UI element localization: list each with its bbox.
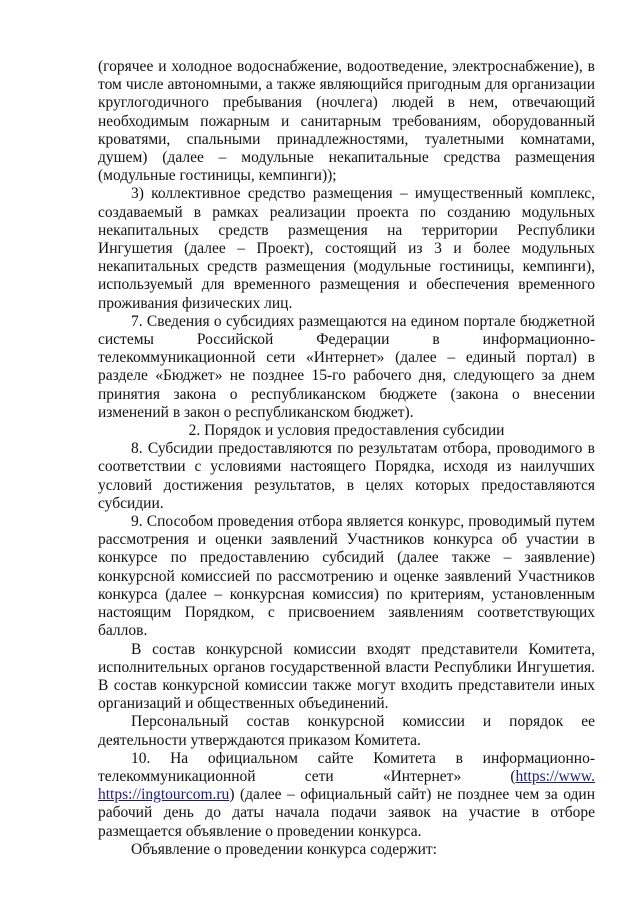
paragraph-9: 9. Способом проведения отбора является конкурс, проводимый путем рассмотрения и оценки заявлений Участников конкурса об участии в конкурсе по предоставлению субсидий (далее также – заявление) конкурсной комиссией по рассмотрению и оценке заявлений Участников конкурса (далее – конкурсная комиссия) по критериям, установленным настоящим Порядком, с присвоением заявлениям соответствующих баллов. <box>98 513 595 640</box>
paragraph-10-text-start: 10. На официальном сайте Комитета в информационно-телекоммуникационной сети «Интернет» ( <box>98 749 595 785</box>
paragraph-7: 7. Сведения о субсидиях размещаются на едином портале бюджетной системы Российской Федерации в информационно-телекоммуникационной сети «Интернет» (далее – единый портал) в разделе «Бюджет» не позднее 15-го рабочего дня, следующего за днем принятия закона о республиканском бюджете (закона о внесении изменений в закон о республиканском бюджет). <box>98 312 595 421</box>
paragraph-8: 8. Субсидии предоставляются по результатам отбора, проводимого в соответствии с условиями настоящего Порядка, исходя из наилучших условий достижения результатов, в целях которых предоставляются субсидии. <box>98 440 595 512</box>
paragraph-10-text-end: ) (далее – официальный сайт) не позднее чем за один рабочий день до даты начала подачи заявок на участие в отборе размещается объявление о проведении конкурса. <box>98 786 595 840</box>
paragraph-announcement-contents: Объявление о проведении конкурса содержит: <box>131 840 437 858</box>
paragraph-utilities: (горячее и холодное водоснабжение, водоотведение, электроснабжение), в том числе автономными, а также являющийся пригодным для организации круглогодичного пребывания (ночлега) людей в нем, отвечающий необходимым пожарным и санитарным требованиям, оборудованный кроватями, спальными принадлежностями, туалетными комнатами, душем) (далее – модульные некапитальные средства размещения (модульные гостиницы, кемпинги)); <box>98 58 595 185</box>
paragraph-10 <box>98 750 595 841</box>
paragraph-commission-personnel: Персональный состав конкурсной комиссии и порядок ее деятельности утверждаются приказом Комитета. <box>98 713 595 749</box>
paragraph-item-3: 3) коллективное средство размещения – имущественный комплекс, создаваемый в рамках реализации проекта по созданию модульных некапитальных средств размещения на территории Республики Ингушетия (далее – Проект), состоящий из 3 и более модульных некапитальных средств размещения (модульные гостиницы, кемпинги), используемый для временного размещения и обеспечения временного проживания физических лиц. <box>98 185 595 312</box>
website-link-2[interactable]: https://ingtourcom.ru <box>98 786 230 804</box>
website-link-1[interactable]: https://www. <box>515 767 595 785</box>
paragraph-commission-composition: В состав конкурсной комиссии входят представители Комитета, исполнительных органов государственной власти Республики Ингушетия. В состав конкурсной комиссии также могут входить представители иных организаций и общественных объединений. <box>98 640 595 713</box>
section-heading: 2. Порядок и условия предоставления субсидии <box>188 422 505 440</box>
